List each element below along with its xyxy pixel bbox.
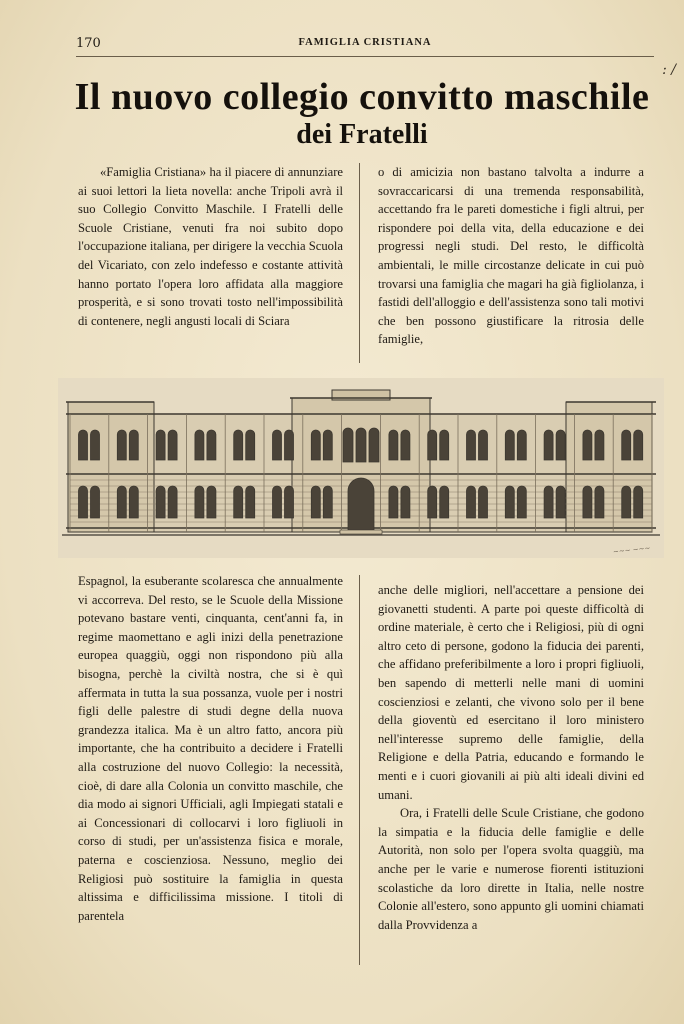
arched-window: [389, 486, 398, 518]
handwritten-margin-mark: : /: [662, 62, 676, 78]
text-column-bottom-right: [378, 581, 644, 934]
arched-window: [389, 430, 398, 460]
running-head: [76, 36, 654, 57]
arched-window: [168, 486, 177, 518]
arched-window: [428, 486, 437, 518]
arched-window: [156, 430, 165, 460]
arched-window: [634, 430, 643, 460]
building-illustration: [58, 378, 664, 558]
arched-window: [195, 430, 204, 460]
arched-window: [356, 428, 366, 462]
arched-window: [129, 486, 138, 518]
column-divider-bottom: [359, 575, 360, 965]
headline-line-2: dei Fratelli: [296, 119, 428, 150]
arched-window: [556, 430, 565, 460]
arched-window: [622, 430, 631, 460]
arched-window: [634, 486, 643, 518]
arched-window: [556, 486, 565, 518]
arched-window: [583, 430, 592, 460]
arched-window: [117, 430, 126, 460]
arched-window: [246, 486, 255, 518]
arched-window: [273, 486, 282, 518]
arched-window: [117, 486, 126, 518]
building-facade-drawing: [58, 378, 664, 558]
paragraph: Ora, i Fratelli delle Scule Cristiane, che godono la simpatia e la fiducia delle famiglie e delle Autorità, non solo per l'opera svolta quaggiù, ma anche per le varie e numerose fiorenti istituzioni scolastiche da loro dirette in Italia, nelle nostre Colonie all'estero, sono appunto gli uomini chiamati dalla Provvidenza a: [378, 806, 644, 932]
arched-window: [323, 486, 332, 518]
arched-window: [348, 478, 374, 532]
arched-window: [544, 430, 553, 460]
arched-window: [622, 486, 631, 518]
arched-window: [91, 486, 100, 518]
arched-window: [129, 430, 138, 460]
paragraph: anche delle migliori, nell'accettare a pensione dei giovanetti studenti. A parte poi queste difficoltà di ordine materiale, è certo che i Religiosi, più di ogni altro ceto di persone, godono la fiducia dei parenti, che affidano preferibilmente a loro i propri figliuoli, ben sapendo di metterli nelle mani di uomini coscienziosi e zelanti, che vivono solo per il bene della gioventù ed esercitano il loro ministero nell'interesse supremo delle famiglie, della Religione e della Patria, educando e formando le menti e i cuori giovanili ai più alti ideali divini ed umani.: [378, 583, 644, 802]
arched-window: [311, 430, 320, 460]
arched-window: [479, 486, 488, 518]
paragraph: o di amicizia non bastano talvolta a indurre a sovraccaricarsi di una tremenda responsabilità, accettando fra le pareti domestiche i figli altrui, per rispondere poi della vita, della educazione e dei progressi negli studi. Del resto, le difficoltà ambientali, le mille circostanze delicate in cui può trovarsi una famiglia che magari ha già figliolanza, i fastidi dell'alloggio e dell'assistenza sono tali motivi che ben possono giustificare la ritrosia delle famiglie,: [378, 165, 644, 347]
page-number: 170: [76, 36, 101, 51]
arched-window: [440, 430, 449, 460]
paragraph: «Famiglia Cristiana» ha il piacere di annunziare ai suoi lettori la lieta novella: anche Tripoli avrà il suo Collegio Convitto Maschile. I Fratelli delle Scuole Cristiane, venuti fra noi subito dopo l'occupazione italiana, per dirigere la vecchia Scuola del Vicariato, con zelo indefesso e costante attività hanno portato l'opera loro affidata alla maggiore prosperità, e si sono trovati tosto nell'impossibilità di contenere, negli angusti locali di Sciara: [78, 165, 343, 328]
arched-window: [505, 430, 514, 460]
arched-window: [343, 428, 353, 462]
arched-window: [517, 430, 526, 460]
arched-window: [79, 430, 88, 460]
text-column-top-left: [78, 163, 343, 330]
arched-window: [246, 430, 255, 460]
arched-window: [207, 430, 216, 460]
arched-window: [323, 430, 332, 460]
arched-window: [467, 486, 476, 518]
arched-window: [401, 486, 410, 518]
paragraph: Espagnol, la esuberante scolaresca che annualmente vi accorreva. Del resto, se le Scuole della Missione potevano bastare venti, cinquanta, cent'anni fa, in regime maomettano e agli inizi della penetrazione europea quaggiù, oggi non rispondono più alla bisogna, perchè la civiltà nostra, che si è quì affermata in tutta la sua possanza, vuole per i nostri figli delle palestre di studi degne della nuova grandezza italica. Ma è un altro fatto, ancora più importante, che ha contribuito a decidere i Fratelli alla costruzione del nuovo Collegio: la necessità, cioè, di dare alla Colonia un convitto maschile, che dia modo ai signori Ufficiali, agli Impiegati statali e ai Concessionari di collocarvi i loro figliuoli in corso di studi, per un'assistenza fisica e morale, paterna e coscienziosa. Nessuno, meglio dei Religiosi può sostituire la famiglia in questa altissima e difficilissima missione. I titoli di parentela: [78, 574, 343, 923]
arched-window: [467, 430, 476, 460]
arched-window: [583, 486, 592, 518]
arched-window: [168, 430, 177, 460]
arched-window: [440, 486, 449, 518]
headline-line-1: Il nuovo collegio convitto maschile: [74, 76, 650, 118]
arched-window: [285, 430, 294, 460]
arched-window: [234, 486, 243, 518]
arched-window: [595, 486, 604, 518]
arched-window: [595, 430, 604, 460]
entrance-steps: [340, 530, 382, 534]
arched-window: [207, 486, 216, 518]
text-column-top-right: [378, 163, 644, 349]
arched-window: [544, 486, 553, 518]
arched-window: [79, 486, 88, 518]
arched-window: [517, 486, 526, 518]
artist-signature: ~~~ ~~~: [612, 544, 651, 556]
arched-window: [285, 486, 294, 518]
article-headline: [60, 76, 664, 152]
arched-window: [91, 430, 100, 460]
arched-window: [428, 430, 437, 460]
arched-window: [401, 430, 410, 460]
arched-window: [156, 486, 165, 518]
arched-window: [195, 486, 204, 518]
arched-window: [273, 430, 282, 460]
arched-window: [369, 428, 379, 462]
arched-window: [311, 486, 320, 518]
column-divider-top: [359, 163, 360, 363]
arched-window: [505, 486, 514, 518]
arched-window: [479, 430, 488, 460]
text-column-bottom-left: [78, 572, 343, 925]
journal-title: FAMIGLIA CRISTIANA: [298, 37, 432, 48]
arched-window: [234, 430, 243, 460]
